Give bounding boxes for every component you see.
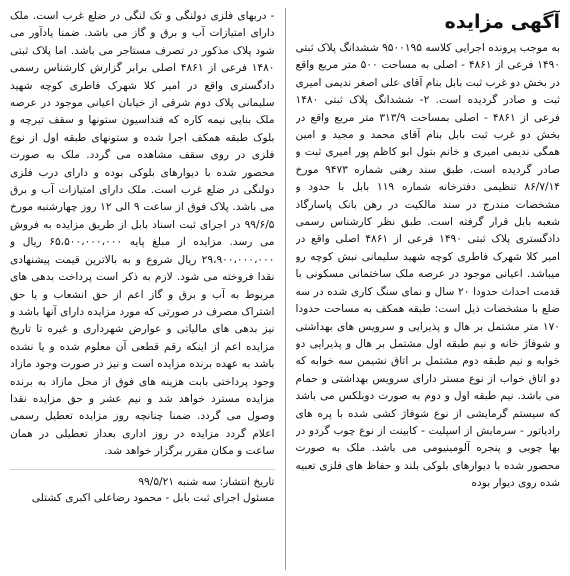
notice-left-column bbox=[10, 8, 275, 570]
notice-right-column-text: به موجب پرونده اجرایی کلاسه ۹۵۰۰۱۹۵ ششدانگ پلاک ثبتی ۱۴۹۰ فرعی از ۴۸۶۱ - اصلی به مساحت ۵۰۰ متر مربع واقع در بخش دو غرب ثبت بابل بنام آقای علی اصغر ندیمی امیری ثبت و صادر گردیده است. ۲- ششدانگ پلاک ثبتی ۱۴۸۰ فرعی از ۴۸۶۱ - اصلی بمساحت ۳۱۳/۹ متر مربع واقع در بخش دو غرب ثبت بابل بنام آقای محمد و مجید و امین همگی ندیمی امیری و خانم بتول ابو کاظم پور امیری ثبت و صادر گردیده است. طبق سند رهنی شماره ۹۴۷۳ مورخ ۸۶/۷/۱۴ تنظیمی دفترخانه شماره ۱۱۹ بابل با حدود و مشخصات مندرج در سند مالکیت در رهن بانک پاسارگاد شعبه بابل قرار گرفته است. طبق نظر کارشناس رسمی دادگستری پلاک ثبتی ۱۴۹۰ فرعی از ۴۸۶۱ اصلی واقع در امیر کلا شهرک فاطری کوچه شهید سلیمانی نبش کوچه رو میباشد. اعیانی موجود در عرصه ملک ساختمانی مسکونی با قدمت احداث حدودا ۲۰ سال و نمای سنگ کاری شده در سه ضلع با مشخصات ذیل است: طبقه همکف به مساحت حدودا ۱۷۰ متر مشتمل بر هال و پذیرایی و سرویس های بهداشتی و شوفاژ خانه و نیم طبقه اول مشتمل بر هال و پذیرایی دو خوابه و نیم طبقه دوم مشتمل بر اتاق نشیمن سه خوابه که دو اتاق خواب از نوع مستر دارای سرویس بهداشتی و حمام می باشد. نیم طبقه اول و دوم به صورت دوبلکس می باشد که سیستم گرمایشی از نوع شوفاژ کشی شده با پره های رادیاتور - سرمایش از اسپلیت - کابینت از نوع چوب گردو در بها چوبی و پنجره آلومینیومی می باشد. ملک به صورت محصور شده با دیوارهای بلوکی بلند و حفاظ های فلزی تعبیه شده روی دیوار بوده bbox=[295, 42, 560, 490]
publication-date: تاریخ انتشار: سه شنبه ۹۹/۵/۲۱ bbox=[138, 475, 275, 488]
notice-right-column bbox=[296, 8, 561, 570]
column-divider bbox=[285, 8, 286, 570]
officer-signature-line: مسئول اجرای ثبت بابل - محمود رضاعلی اکبری کشتلی bbox=[31, 491, 275, 504]
notice-title: آگهی مزایده bbox=[444, 11, 560, 33]
notice-left-column-text: - دربهای فلزی دولنگی و تک لنگی در ضلع غرب است. ملک دارای امتیازات آب و برق و گاز می باشد. ضمنا یادآور می شود پلاک مذکور در تصرف مستاجر می باشد. اما پلاک ثبتی ۱۴۸۰ فرعی از ۴۸۶۱ اصلی برابر گزارش کارشناس رسمی دادگستری واقع در امیر کلا شهرک فاطری کوچه شهید سلیمانی پلاک دوم شرقی از خیابان اعیانی موجود در عرصه ملک بنایی نیمه کاره که فنداسیون ستونها و سقف تیرچه و بلوک طبقه همکف اجرا شده و ستونهای طبقه اول از نوع فلزی در روی سقف مشاهده می گردد. ملک به صورت محصور شده با دیوارهای بلوکی بوده و دارای درب فلزی دولنگی در ضلع غرب است. ملک دارای امتیازات آب و برق می باشد. پلاک فوق از ساعت ۹ الی ۱۲ روز چهارشنبه مورخ ۹۹/۶/۵ در اجرای ثبت اسناد بابل از طریق مزایده به فروش می رسد. مزایده از مبلغ پایه ۶۵،۵۰۰،۰۰۰،۰۰۰ ریال و ۲۹،۹۰۰،۰۰۰،۰۰۰ ریال شروع و به بالاترین قیمت پیشنهادی نقدا فروخته می شود. لازم به ذکر است پرداخت بدهی های مربوط به آب و برق و گاز اعم از حق انشعاب و یا حق اشتراک مصرف در صورتی که مورد مزایده دارای آنها باشد و نیز بدهی های مالیاتی و عوارض شهرداری و غیره تا تاریخ مزایده اعم از اینکه رقم قطعی آن معلوم شده و یا نشده باشد به عهده برنده مزایده است و نیز در صورت وجود مازاد وجود پرداختی بابت هزینه های فوق از محل مازاد به برنده مزایده مسترد خواهد شد و نیم عشر و حق مزایده نقدا وصول می گردد. ضمنا چنانچه روز مزایده تعطیل رسمی اعلام گردد مزایده در روز اداری بعداز تعطیلی در همان ساعت و مکان مقرر برگزار خواهد شد. bbox=[10, 10, 275, 458]
notice-footer bbox=[10, 469, 275, 506]
